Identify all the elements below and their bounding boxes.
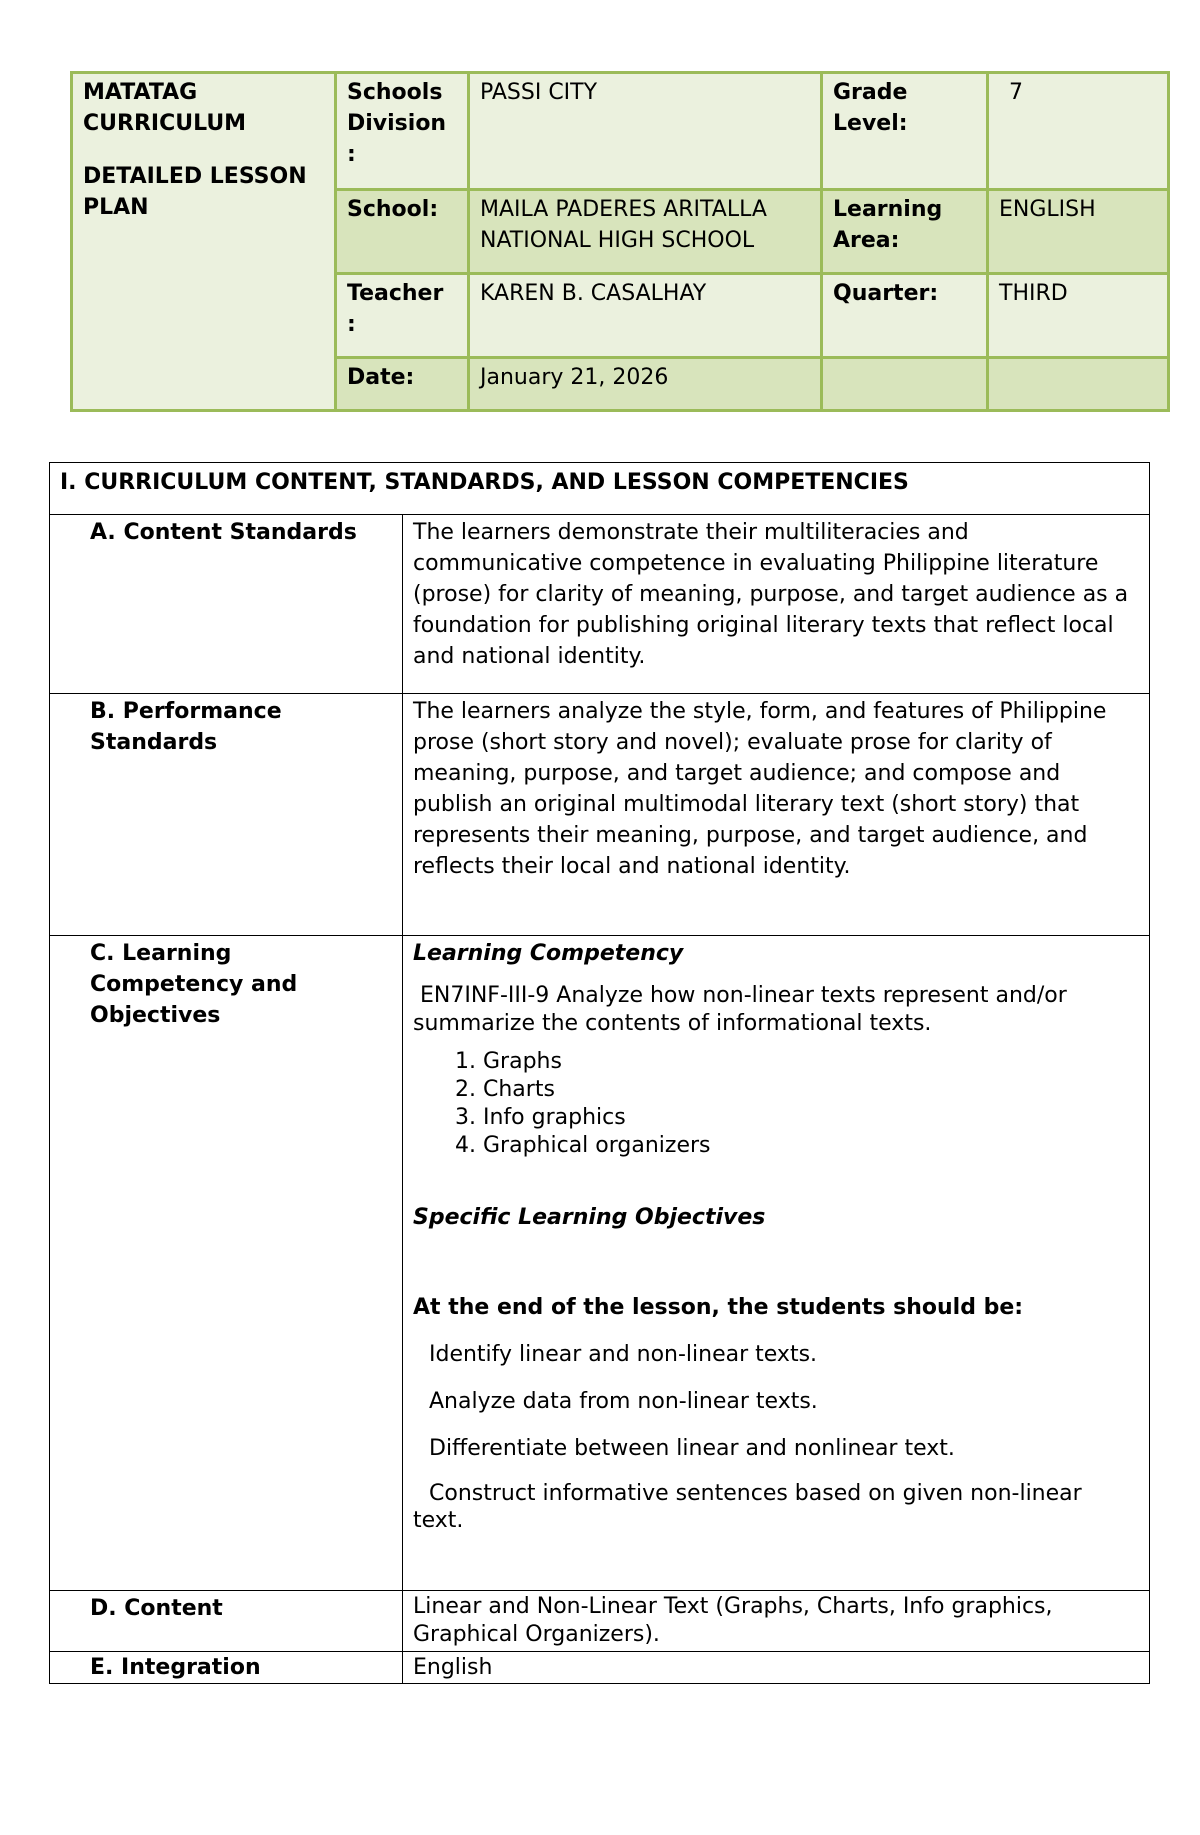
objective-item: Construct informative sentences based on given non-linear text. <box>413 1481 1082 1533</box>
schools-division-value: PASSI CITY <box>469 73 822 190</box>
curriculum-title: MATATAG CURRICULUM <box>83 80 247 136</box>
content-label: D. Content <box>50 1591 403 1652</box>
quarter-value: THIRD <box>988 274 1169 358</box>
content-text: Linear and Non-Linear Text (Graphs, Charts, Info graphics, Graphical Organizers). <box>403 1591 1150 1652</box>
learning-area-value: ENGLISH <box>988 190 1169 274</box>
list-item: 2. Charts <box>483 1076 1139 1104</box>
objective-item: Analyze data from non-linear texts. <box>429 1389 818 1414</box>
content-standards-text: The learners demonstrate their multiliteracies and communicative competence in evaluating Philippine literature (prose) for clarity of meaning, purpose, and target audience as a foundation for publishing original literary texts that reflect local and national identity. <box>403 515 1150 694</box>
integration-label: E. Integration <box>50 1652 403 1684</box>
empty-cell <box>822 358 988 411</box>
objectives-intro: At the end of the lesson, the students should be: <box>413 1295 1024 1320</box>
section-title: I. CURRICULUM CONTENT, STANDARDS, AND LESSON COMPETENCIES <box>50 463 1150 515</box>
performance-standards-text: The learners analyze the style, form, and features of Philippine prose (short story and novel); evaluate prose for clarity of meaning, purpose, and target audience; and compose and publish an original multimodal literary text (short story) that represents their meaning, purpose, and target audience, and reflects their local and national identity. <box>403 694 1150 936</box>
school-label: School: <box>336 190 469 274</box>
curriculum-title-cell <box>72 73 336 411</box>
header-table <box>70 71 1170 412</box>
competency-list <box>413 1048 1139 1160</box>
teacher-label: Teacher : <box>336 274 469 358</box>
competency-objectives-cell <box>403 936 1150 1591</box>
learning-area-label: Learning Area: <box>822 190 988 274</box>
objective-item: Identify linear and non-linear texts. <box>429 1342 818 1367</box>
grade-level-label: Grade Level: <box>822 73 988 190</box>
list-item: 3. Info graphics <box>483 1104 1139 1132</box>
competency-heading: Learning Competency <box>413 941 684 966</box>
list-item: 4. Graphical organizers <box>483 1132 1139 1160</box>
date-label: Date: <box>336 358 469 411</box>
schools-division-label: Schools Division : <box>336 73 469 190</box>
performance-standards-label: B. Performance Standards <box>50 694 403 936</box>
empty-cell <box>988 358 1169 411</box>
content-standards-label: A. Content Standards <box>50 515 403 694</box>
grade-level-value: 7 <box>988 73 1169 190</box>
quarter-label: Quarter: <box>822 274 988 358</box>
integration-text: English <box>403 1652 1150 1684</box>
curriculum-table <box>49 462 1150 1684</box>
date-value: January 21, 2026 <box>469 358 822 411</box>
lesson-plan-title: DETAILED LESSON PLAN <box>83 164 307 220</box>
objective-item: Differentiate between linear and nonlinear text. <box>429 1436 955 1461</box>
objectives-heading: Specific Learning Objectives <box>413 1205 766 1230</box>
competency-text: EN7INF-III-9 Analyze how non-linear texts represent and/or summarize the contents of informational texts. <box>413 983 1074 1036</box>
school-value: MAILA PADERES ARITALLA NATIONAL HIGH SCHOOL <box>469 190 822 274</box>
competency-objectives-label: C. Learning Competency and Objectives <box>50 936 403 1591</box>
teacher-value: KAREN B. CASALHAY <box>469 274 822 358</box>
list-item: 1. Graphs <box>483 1048 1139 1076</box>
